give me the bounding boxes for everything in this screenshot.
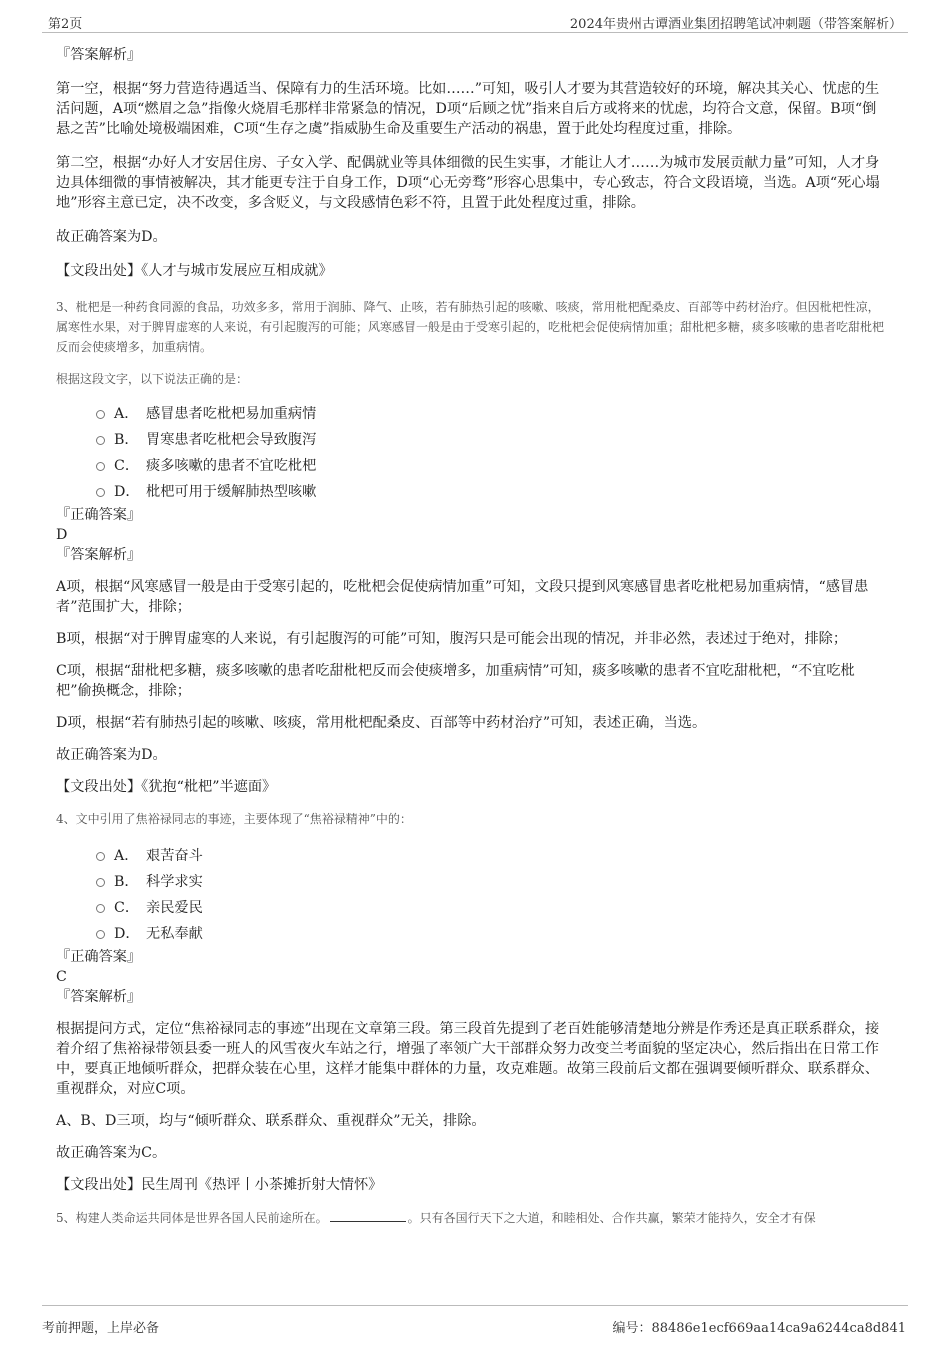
q4-option-d[interactable]: D． 无私奉献 <box>56 921 888 947</box>
radio-icon[interactable] <box>96 462 105 471</box>
q2-analysis-label: 『答案解析』 <box>56 47 142 63</box>
radio-icon[interactable] <box>96 930 105 939</box>
page-footer <box>0 1305 950 1345</box>
q4-options <box>56 843 888 947</box>
document-serial: 编号：88486e1ecf669aa14ca9a6244ca8d841 <box>612 1321 906 1336</box>
q4-analysis-others: A、B、D三项，均与“倾听群众、联系群众、重视群众”无关，排除。 <box>56 1113 486 1129</box>
q4-answer-label: 『正确答案』 <box>56 949 142 965</box>
q2-analysis-para2: 第二空，根据“办好人才安居住房、子女入学、配偶就业等具体细微的民生实事，才能让人才……为城市发展贡献力量”可知，人才身边具体细微的事情被解决，其才能更专注于自身工作，D项“心无旁骛”形容心思集中，专心致志，符合文段语境，当选。A项“死心塌地”形容主意已定，决不改变，多含贬义，与文段感情色彩不符，且置于此处程度过重，排除。 <box>56 155 880 211</box>
radio-icon[interactable] <box>96 410 105 419</box>
q3-stem: 3、枇杷是一种药食同源的食品，功效多多，常用于润肺、降气、止咳，若有肺热引起的咳嗽、咳痰，常用枇杷配桑皮、百部等中药材治疗。但因枇杷性凉，属寒性水果，对于脾胃虚寒的人来说，有引起腹泻的可能；风寒感冒一般是由于受寒引起的，吃枇杷会促使病情加重；甜枇杷多糖，痰多咳嗽的患者吃甜枇杷反而会使痰增多，加重病情。 <box>56 300 885 354</box>
page-number: 第2页 <box>48 17 83 32</box>
q3-answer: D <box>56 527 68 543</box>
q3-analysis-label: 『答案解析』 <box>56 547 142 563</box>
q5-stem: 5、构建人类命运共同体是世界各国人民前途所在。 。只有各国行天下之大道，和睦相处、合作共赢，繁荣才能持久，安全才有保 <box>56 1207 888 1228</box>
radio-icon[interactable] <box>96 904 105 913</box>
q3-option-d[interactable]: D． 枇杷可用于缓解肺热型咳嗽 <box>56 479 888 505</box>
q4-source: 【文段出处】民生周刊《热评丨小茶摊折射大情怀》 <box>56 1177 383 1193</box>
q2-analysis-para1: 第一空，根据“努力营造待遇适当、保障有力的生活环境。比如……”可知，吸引人才要为其营造较好的环境，解决其关心、忧虑的生活问题，A项“燃眉之急”指像火烧眉毛那样非常紧急的情况，D项“后顾之忧”指来自后方或将来的忧虑，均符合文意，保留。B项“倒悬之苦”比喻处境极端困难，C项“生存之虞”指威胁生命及重要生产活动的祸患，置于此处均程度过重，排除。 <box>56 81 880 137</box>
q3-analysis-b: B项，根据“对于脾胃虚寒的人来说，有引起腹泻的可能”可知，腹泻只是可能会出现的情况，并非必然，表述过于绝对，排除； <box>56 631 848 647</box>
q3-analysis-d: D项，根据“若有肺热引起的咳嗽、咳痰，常用枇杷配桑皮、百部等中药材治疗”可知，表述正确，当选。 <box>56 715 707 731</box>
q4-analysis-label: 『答案解析』 <box>56 989 142 1005</box>
q4-option-c[interactable]: C． 亲民爱民 <box>56 895 888 921</box>
q4-stem: 4、文中引用了焦裕禄同志的事迹，主要体现了“焦裕禄精神”中的： <box>56 812 412 826</box>
header-divider <box>42 32 908 33</box>
q3-conclusion: 故正确答案为D。 <box>56 747 167 763</box>
footer-slogan: 考前押题，上岸必备 <box>42 1321 160 1336</box>
q3-answer-label: 『正确答案』 <box>56 507 142 523</box>
q4-option-a[interactable]: A． 艰苦奋斗 <box>56 843 888 869</box>
q3-option-a[interactable]: A． 感冒患者吃枇杷易加重病情 <box>56 401 888 427</box>
q3-source: 【文段出处】《犹抱“枇杷”半遮面》 <box>56 779 277 795</box>
page-content <box>56 45 888 1228</box>
q3-option-c[interactable]: C． 痰多咳嗽的患者不宜吃枇杷 <box>56 453 888 479</box>
page-header <box>0 0 950 36</box>
q3-options <box>56 401 888 505</box>
q4-conclusion: 故正确答案为C。 <box>56 1145 167 1161</box>
q2-source: 【文段出处】《人才与城市发展应互相成就》 <box>56 263 333 279</box>
radio-icon[interactable] <box>96 852 105 861</box>
q4-answer: C <box>56 969 67 985</box>
footer-divider <box>42 1305 908 1306</box>
q2-conclusion: 故正确答案为D。 <box>56 229 167 245</box>
q3-analysis-a: A项，根据“风寒感冒一般是由于受寒引起的，吃枇杷会促使病情加重”可知，文段只提到风寒感冒患者吃枇杷易加重病情，“感冒患者”范围扩大，排除； <box>56 579 869 615</box>
radio-icon[interactable] <box>96 436 105 445</box>
q3-analysis-c: C项，根据“甜枇杷多糖，痰多咳嗽的患者吃甜枇杷反而会使痰增多，加重病情”可知，痰多咳嗽的患者不宜吃甜枇杷，“不宜吃枇杷”偷换概念，排除； <box>56 663 855 699</box>
q3-prompt: 根据这段文字，以下说法正确的是： <box>56 372 249 386</box>
q3-option-b[interactable]: B． 胃寒患者吃枇杷会导致腹泻 <box>56 427 888 453</box>
q4-option-b[interactable]: B． 科学求实 <box>56 869 888 895</box>
radio-icon[interactable] <box>96 878 105 887</box>
radio-icon[interactable] <box>96 488 105 497</box>
q4-analysis-main: 根据提问方式，定位“焦裕禄同志的事迹”出现在文章第三段。第三段首先提到了老百姓能够清楚地分辨是作秀还是真正联系群众，接着介绍了焦裕禄带领县委一班人的风雪夜火车站之行，增强了率领广大干部群众努力改变兰考面貌的坚定决心，然后指出在日常工作中，要真正地倾听群众，把群众装在心里，这样才能集中群体的力量，攻克难题。故第三段前后文都在强调要倾听群众、联系群众、重视群众，对应C项。 <box>56 1021 880 1097</box>
fill-blank[interactable] <box>330 1207 406 1222</box>
document-title: 2024年贵州古谭酒业集团招聘笔试冲刺题（带答案解析） <box>569 17 902 32</box>
